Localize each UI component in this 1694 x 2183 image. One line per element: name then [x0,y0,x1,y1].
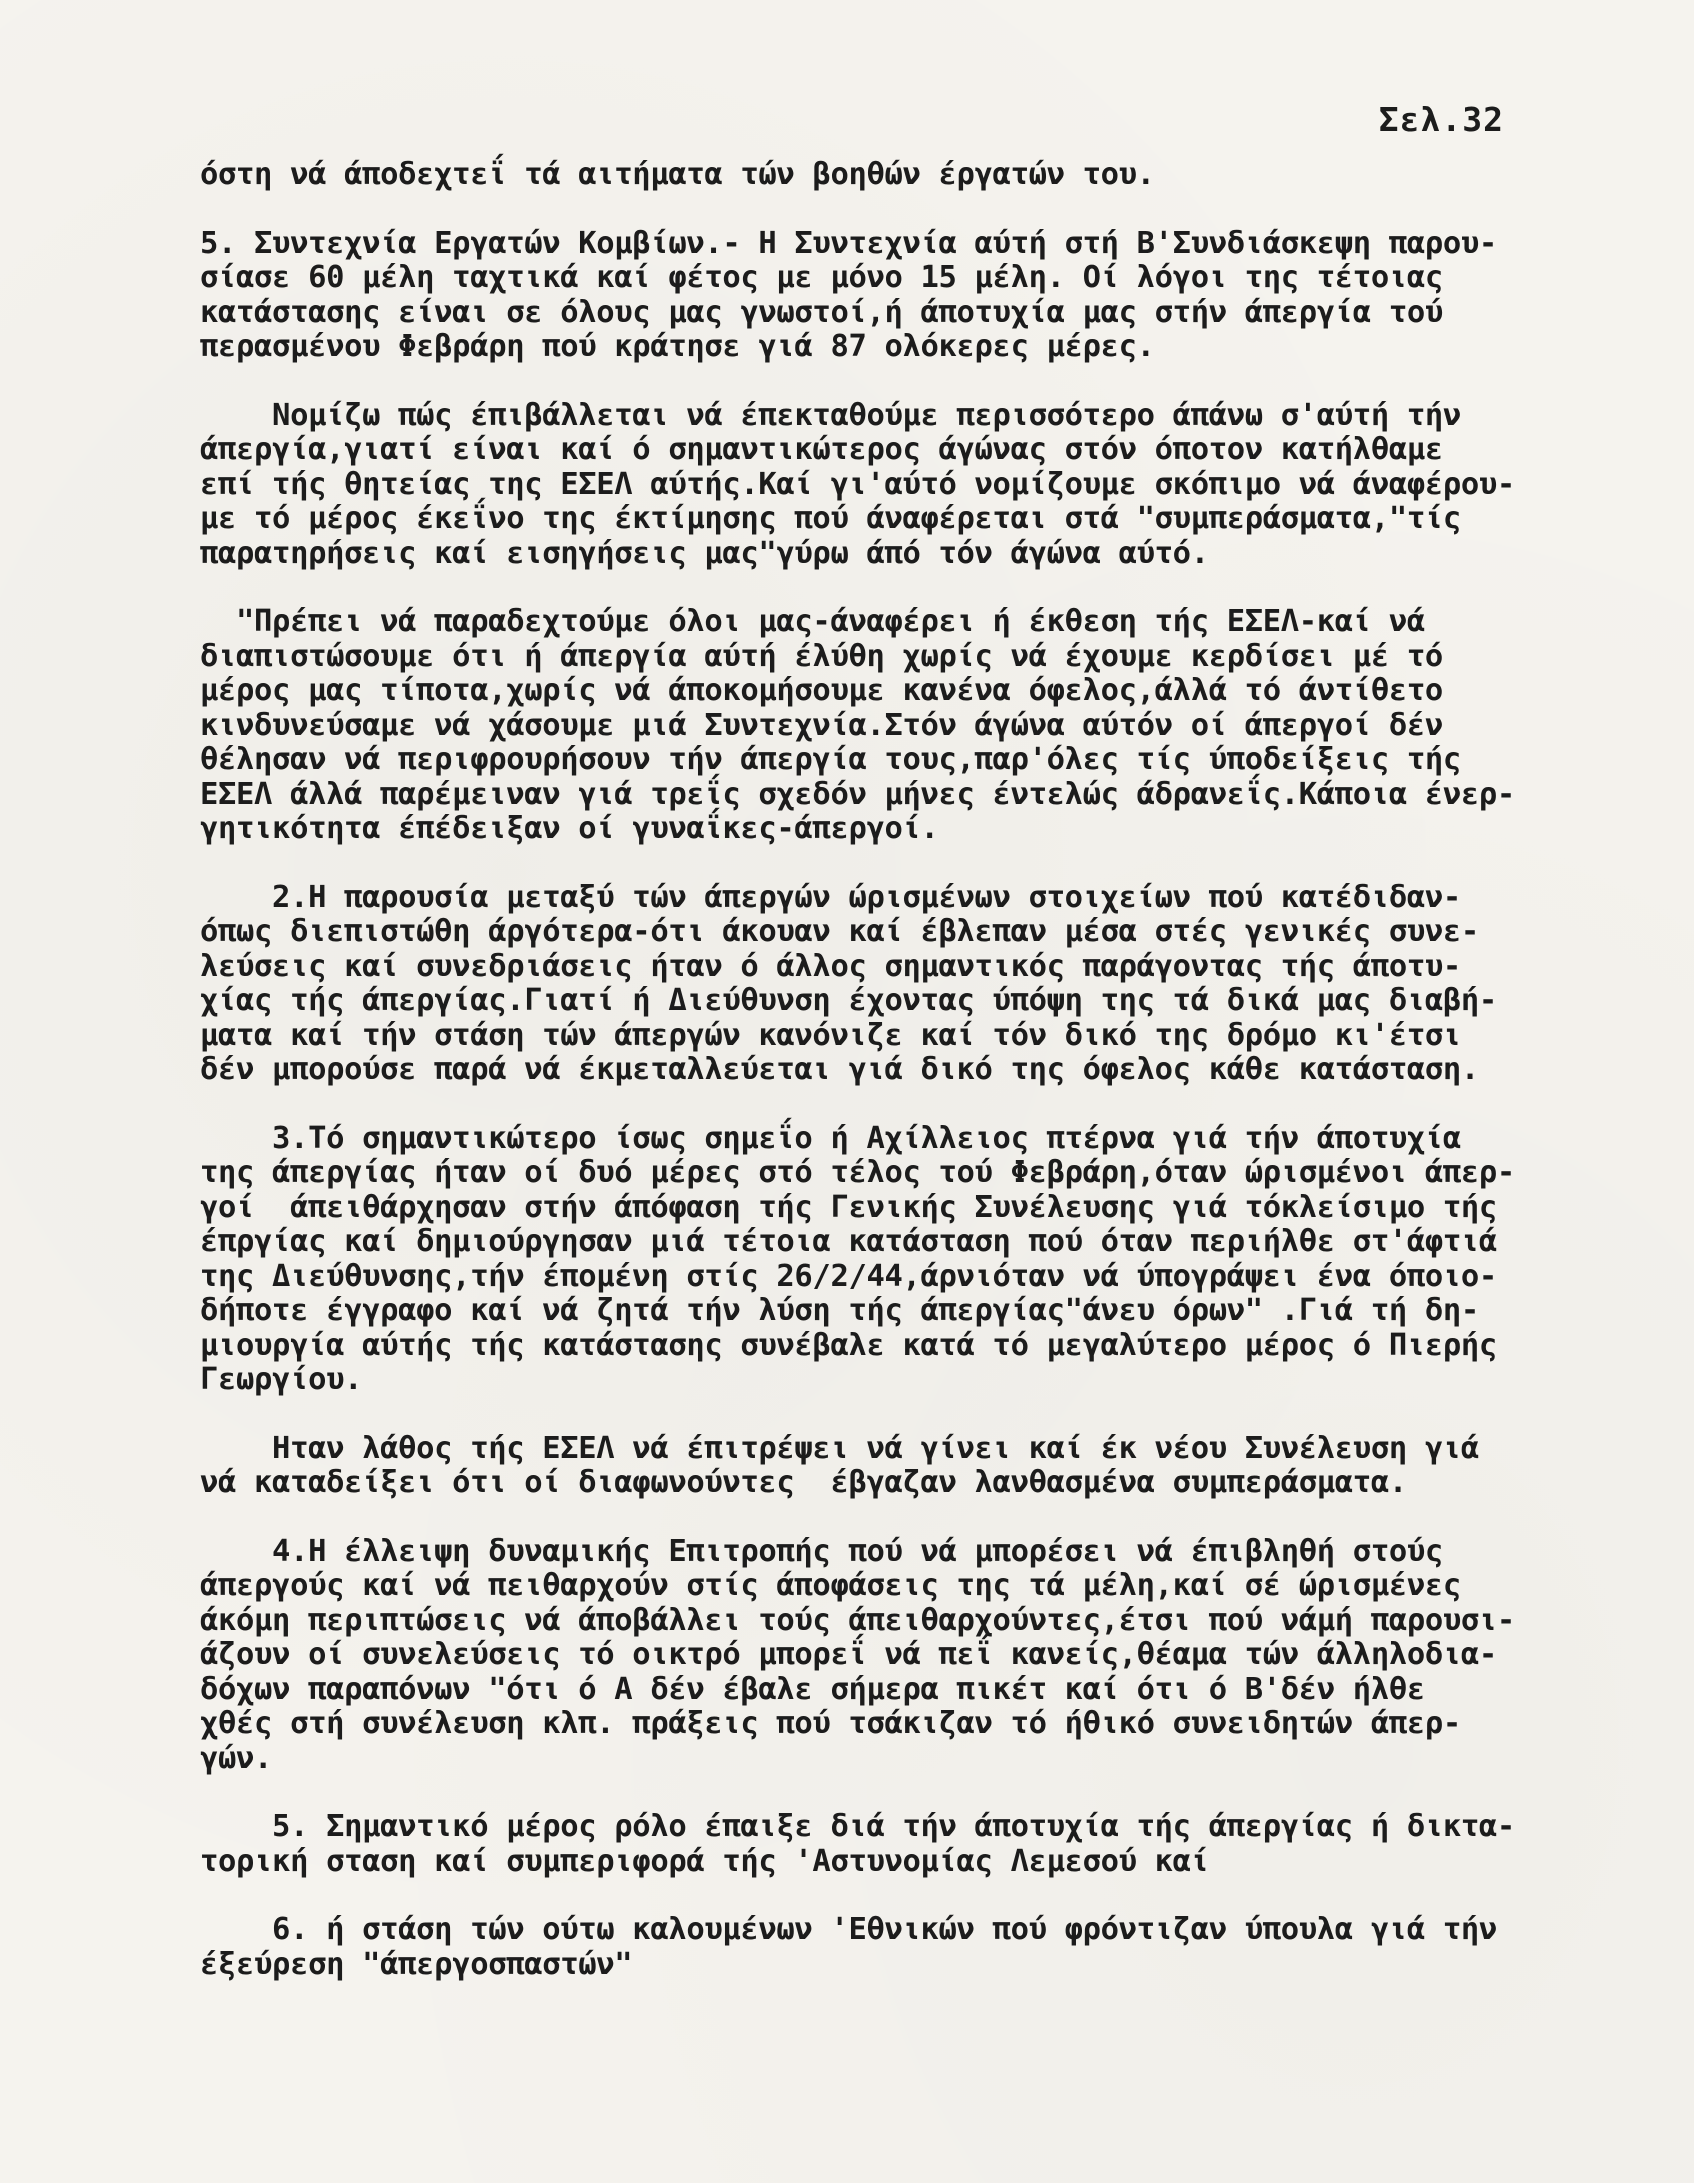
text-line: δήποτε έγγραφο καί νά ζητά τήν λύση τής άπεργίας"άνευ όρων" .Γιά τή δη- [200,1293,1479,1328]
text-line: άπεργούς καί νά πειθαρχούν στίς άποφάσεις της τά μέλη,καί σέ ώρισμένες [200,1568,1461,1603]
text-line: κατάστασης είναι σε όλους μας γνωστοί,ή άποτυχία μας στήν άπεργία τού [200,294,1443,330]
paragraph-point-6 [200,1913,1640,1982]
text-line: άπεργία,γιατί είναι καί ό σημαντικώτερος άγώνας στόν όποτον κατήλθαμε [200,432,1443,467]
text-line: Ηταν λάθος τής ΕΣΕΛ νά έπιτρέψει νά γίνει καί έκ νέου Συνέλευση γιά [200,1430,1479,1466]
text-line: επί τής θητείας της ΕΣΕΛ αύτής.Καί γι'αύτό νομίζουμε σκόπιμο νά άναφέρου- [200,466,1515,502]
text-line: ΕΣΕΛ άλλά παρέμειναν γιά τρεΐς σχεδόν μήνες έντελώς άδρανεΐς.Κάποια ένερ- [200,776,1515,812]
text-line: όστη νά άποδεχτεΐ τά αιτήματα τών βοηθών έργατών του. [200,157,1155,192]
paragraph-point-3 [200,1122,1640,1398]
paragraph-point-4 [200,1535,1640,1777]
text-line: της άπεργίας ήταν οί δυό μέρες στό τέλος τού Φεβράρη,όταν ώρισμένοι άπερ- [200,1155,1515,1190]
paragraph-point-5 [200,1810,1640,1879]
text-line: τορική σταση καί συμπεριφορά τής 'Αστυνομίας Λεμεσού καί [200,1843,1209,1879]
body-text [200,158,1640,2016]
text-line: όπως διεπιστώθη άργότερα-ότι άκουαν καί έβλεπαν μέσα στές γενικές συνε- [200,914,1479,949]
paragraph-esel-mistake [200,1432,1640,1501]
paragraph-strike-extension [200,399,1640,572]
text-line: Νομίζω πώς έπιβάλλεται νά έπεκταθούμε περισσότερο άπάνω σ'αύτή τήν [200,397,1461,433]
paragraph-report-quote [200,605,1640,847]
text-line: 2.Η παρουσία μεταξύ τών άπεργών ώρισμένων στοιχείων πού κατέδιδαν- [200,879,1461,915]
paragraph-point-2 [200,881,1640,1088]
text-line: "Πρέπει νά παραδεχτούμε όλοι μας-άναφέρει ή έκθεση τής ΕΣΕΛ-καί νά [200,604,1425,639]
text-line: 5. Συντεχνία Εργατών Κομβίων.- Η Συντεχνία αύτή στή Β'Συνδιάσκεψη παρου- [200,225,1497,261]
text-line: γών. [200,1740,273,1776]
text-line: άζουν οί συνελεύσεις τό οικτρό μπορεΐ νά πεΐ κανείς,θέαμα τών άλληλοδια- [200,1637,1497,1672]
text-line: δέν μπορούσε παρά νά έκμεταλλεύεται γιά δικό της όφελος κάθε κατάσταση. [200,1052,1479,1087]
text-line: χίας τής άπεργίας.Γιατί ή Διεύθυνση έχοντας ύπόψη της τά δικά μας διαβή- [200,983,1497,1018]
text-line: Γεωργίου. [200,1362,363,1397]
text-line: με τό μέρος έκεΐνο της έκτίμησης πού άναφέρεται στά "συμπεράσματα,"τίς [200,501,1461,536]
text-line: διαπιστώσουμε ότι ή άπεργία αύτή έλύθη χωρίς νά έχουμε κερδίσει μέ τό [200,638,1443,674]
text-line: λεύσεις καί συνεδριάσεις ήταν ό άλλος σημαντικός παράγοντας τής άποτυ- [200,948,1461,984]
text-line: νά καταδείξει ότι οί διαφωνούντες έβγαζαν λανθασμένα συμπεράσματα. [200,1465,1407,1500]
text-line: έξεύρεση "άπεργοσπαστών" [200,1946,633,1982]
text-line: ματα καί τήν στάση τών άπεργών κανόνιζε καί τόν δικό της δρόμο κι'έτσι [200,1017,1461,1053]
text-line: χθές στή συνέλευση κλπ. πράξεις πού τσάκιζαν τό ήθικό συνειδητών άπερ- [200,1706,1461,1741]
text-line: περασμένου Φεβράρη πού κράτησε γιά 87 ολόκερες μέρες. [200,329,1155,364]
text-line: 4.Η έλλειψη δυναμικής Επιτροπής πού νά μπορέσει νά έπιβληθή στούς [200,1533,1443,1569]
text-line: θέλησαν νά περιφρουρήσουν τήν άπεργία τους,παρ'όλες τίς ύποδείξεις τής [200,742,1461,777]
text-line: της Διεύθυνσης,τήν έπομένη στίς 26/2/44,άρνιόταν νά ύπογράψει ένα όποιο- [200,1258,1497,1294]
text-line: μέρος μας τίποτα,χωρίς νά άποκομήσουμε κανένα όφελος,άλλά τό άντίθετο [200,673,1443,708]
text-line: 3.Τό σημαντικώτερο ίσως σημεΐο ή Αχίλλειος πτέρνα γιά τήν άποτυχία [200,1120,1461,1156]
text-line: έπργίας καί δημιούργησαν μιά τέτοια κατάσταση πού όταν περιήλθε στ'άφτιά [200,1224,1497,1259]
text-line: 5. Σημαντικό μέρος ρόλο έπαιξε διά τήν άποτυχία τής άπεργίας ή δικτα- [200,1809,1515,1844]
paragraph-intro [200,158,1640,193]
page-number: Σελ.32 [1378,100,1504,139]
text-line: 6. ή στάση τών ούτω καλουμένων 'Εθνικών πού φρόντιζαν ύπουλα γιά τήν [200,1912,1497,1947]
paragraph-section-5-button-workers [200,227,1640,365]
text-line: παρατηρήσεις καί εισηγήσεις μας"γύρω άπό τόν άγώνα αύτό. [200,535,1209,571]
text-line: σίασε 60 μέλη ταχτικά καί φέτος με μόνο 15 μέλη. Οί λόγοι της τέτοιας [200,260,1443,295]
text-line: κινδυνεύσαμε νά χάσουμε μιά Συντεχνία.Στόν άγώνα αύτόν οί άπεργοί δέν [200,707,1443,743]
text-line: γοί άπειθάρχησαν στήν άπόφαση τής Γενικής Συνέλευσης γιά τόκλείσιμο τής [200,1189,1497,1225]
text-line: δόχων παραπόνων "ότι ό Α δέν έβαλε σήμερα πικέτ καί ότι ό Β'δέν ήλθε [200,1671,1425,1707]
text-line: γητικότητα έπέδειξαν οί γυναΐκες-άπεργοί. [200,811,939,846]
text-line: άκόμη περιπτώσεις νά άποβάλλει τούς άπειθαρχούντες,έτσι πού νάμή παρουσι- [200,1602,1515,1638]
text-line: μιουργία αύτής τής κατάστασης συνέβαλε κατά τό μεγαλύτερο μέρος ό Πιερής [200,1327,1497,1363]
